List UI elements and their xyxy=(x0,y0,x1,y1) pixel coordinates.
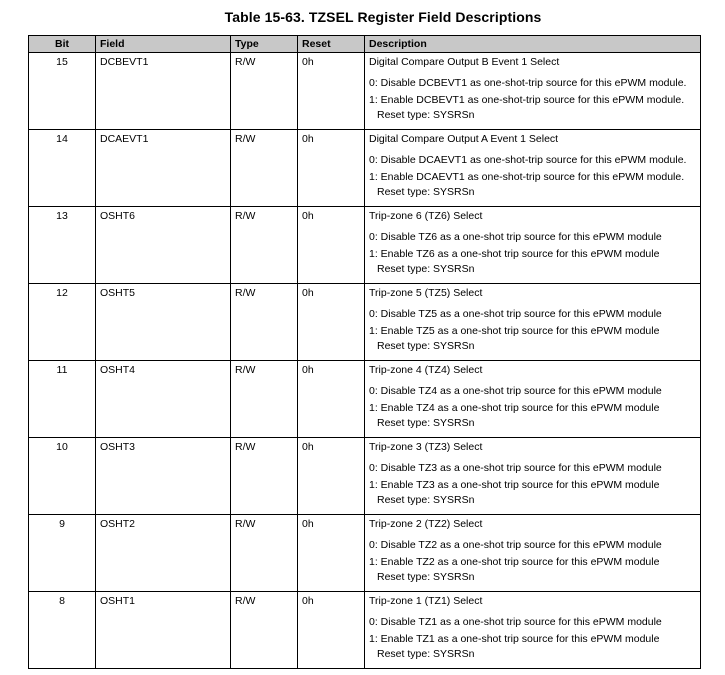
description-reset-type: Reset type: SYSRSn xyxy=(377,340,475,352)
cell-type: R/W xyxy=(231,515,298,592)
column-header-reset: Reset xyxy=(298,36,365,53)
cell-bit: 10 xyxy=(29,438,96,515)
table-row xyxy=(29,438,701,515)
description-option-0: 0: Disable DCBEVT1 as one-shot-trip source for this ePWM module. xyxy=(369,77,687,89)
cell-field: OSHT3 xyxy=(96,438,231,515)
cell-field: DCBEVT1 xyxy=(96,53,231,130)
cell-bit: 15 xyxy=(29,53,96,130)
cell-description xyxy=(365,130,701,207)
cell-bit: 11 xyxy=(29,361,96,438)
description-reset-type: Reset type: SYSRSn xyxy=(377,648,475,660)
cell-type: R/W xyxy=(231,53,298,130)
cell-field: OSHT6 xyxy=(96,207,231,284)
cell-field: OSHT1 xyxy=(96,592,231,669)
description-reset-type: Reset type: SYSRSn xyxy=(377,494,475,506)
description-title: Trip-zone 5 (TZ5) Select xyxy=(369,287,483,299)
cell-field: OSHT2 xyxy=(96,515,231,592)
description-reset-type: Reset type: SYSRSn xyxy=(377,109,475,121)
cell-description xyxy=(365,438,701,515)
cell-type: R/W xyxy=(231,207,298,284)
column-header-bit: Bit xyxy=(29,36,96,53)
cell-reset: 0h xyxy=(298,130,365,207)
description-option-0: 0: Disable DCAEVT1 as one-shot-trip source for this ePWM module. xyxy=(369,154,687,166)
cell-field: OSHT4 xyxy=(96,361,231,438)
description-reset-type: Reset type: SYSRSn xyxy=(377,263,475,275)
description-option-1: 1: Enable TZ6 as a one-shot trip source for this ePWM module xyxy=(369,248,660,260)
description-option-0: 0: Disable TZ1 as a one-shot trip source for this ePWM module xyxy=(369,616,662,628)
cell-bit: 14 xyxy=(29,130,96,207)
cell-type: R/W xyxy=(231,361,298,438)
table-row xyxy=(29,53,701,130)
cell-type: R/W xyxy=(231,130,298,207)
table-header-row xyxy=(29,36,701,53)
description-option-1: 1: Enable DCAEVT1 as one-shot-trip source for this ePWM module. xyxy=(369,171,685,183)
description-reset-type: Reset type: SYSRSn xyxy=(377,417,475,429)
cell-field: DCAEVT1 xyxy=(96,130,231,207)
cell-bit: 12 xyxy=(29,284,96,361)
cell-description xyxy=(365,361,701,438)
description-option-1: 1: Enable DCBEVT1 as one-shot-trip source for this ePWM module. xyxy=(369,94,685,106)
description-option-1: 1: Enable TZ3 as a one-shot trip source for this ePWM module xyxy=(369,479,660,491)
cell-field: OSHT5 xyxy=(96,284,231,361)
cell-reset: 0h xyxy=(298,515,365,592)
cell-type: R/W xyxy=(231,438,298,515)
description-option-1: 1: Enable TZ1 as a one-shot trip source for this ePWM module xyxy=(369,633,660,645)
description-reset-type: Reset type: SYSRSn xyxy=(377,186,475,198)
table-title: Table 15-63. TZSEL Register Field Descriptions xyxy=(224,9,542,25)
column-header-description: Description xyxy=(365,36,701,53)
table-row xyxy=(29,361,701,438)
description-option-0: 0: Disable TZ6 as a one-shot trip source for this ePWM module xyxy=(369,231,662,243)
description-option-0: 0: Disable TZ4 as a one-shot trip source for this ePWM module xyxy=(369,385,662,397)
column-header-field: Field xyxy=(96,36,231,53)
description-title: Trip-zone 1 (TZ1) Select xyxy=(369,595,483,607)
description-title: Digital Compare Output B Event 1 Select xyxy=(369,56,560,68)
cell-description xyxy=(365,284,701,361)
cell-description xyxy=(365,592,701,669)
table-row xyxy=(29,207,701,284)
table-row xyxy=(29,284,701,361)
cell-type: R/W xyxy=(231,592,298,669)
cell-type: R/W xyxy=(231,284,298,361)
description-option-0: 0: Disable TZ3 as a one-shot trip source for this ePWM module xyxy=(369,462,662,474)
register-field-table xyxy=(28,35,701,669)
table-row xyxy=(29,592,701,669)
cell-bit: 8 xyxy=(29,592,96,669)
description-title: Trip-zone 2 (TZ2) Select xyxy=(369,518,483,530)
cell-bit: 9 xyxy=(29,515,96,592)
cell-reset: 0h xyxy=(298,53,365,130)
page-footer-rule xyxy=(28,668,700,669)
description-option-1: 1: Enable TZ5 as a one-shot trip source for this ePWM module xyxy=(369,325,660,337)
description-option-0: 0: Disable TZ5 as a one-shot trip source for this ePWM module xyxy=(369,308,662,320)
cell-reset: 0h xyxy=(298,438,365,515)
description-option-1: 1: Enable TZ2 as a one-shot trip source for this ePWM module xyxy=(369,556,660,568)
cell-bit: 13 xyxy=(29,207,96,284)
cell-reset: 0h xyxy=(298,207,365,284)
description-title: Trip-zone 3 (TZ3) Select xyxy=(369,441,483,453)
cell-reset: 0h xyxy=(298,361,365,438)
description-option-1: 1: Enable TZ4 as a one-shot trip source for this ePWM module xyxy=(369,402,660,414)
description-option-0: 0: Disable TZ2 as a one-shot trip source for this ePWM module xyxy=(369,539,662,551)
cell-description xyxy=(365,53,701,130)
table-row xyxy=(29,515,701,592)
table-row xyxy=(29,130,701,207)
cell-description xyxy=(365,515,701,592)
description-title: Digital Compare Output A Event 1 Select xyxy=(369,133,559,145)
cell-reset: 0h xyxy=(298,592,365,669)
column-header-type: Type xyxy=(231,36,298,53)
description-title: Trip-zone 4 (TZ4) Select xyxy=(369,364,483,376)
cell-description xyxy=(365,207,701,284)
description-reset-type: Reset type: SYSRSn xyxy=(377,571,475,583)
cell-reset: 0h xyxy=(298,284,365,361)
description-title: Trip-zone 6 (TZ6) Select xyxy=(369,210,483,222)
